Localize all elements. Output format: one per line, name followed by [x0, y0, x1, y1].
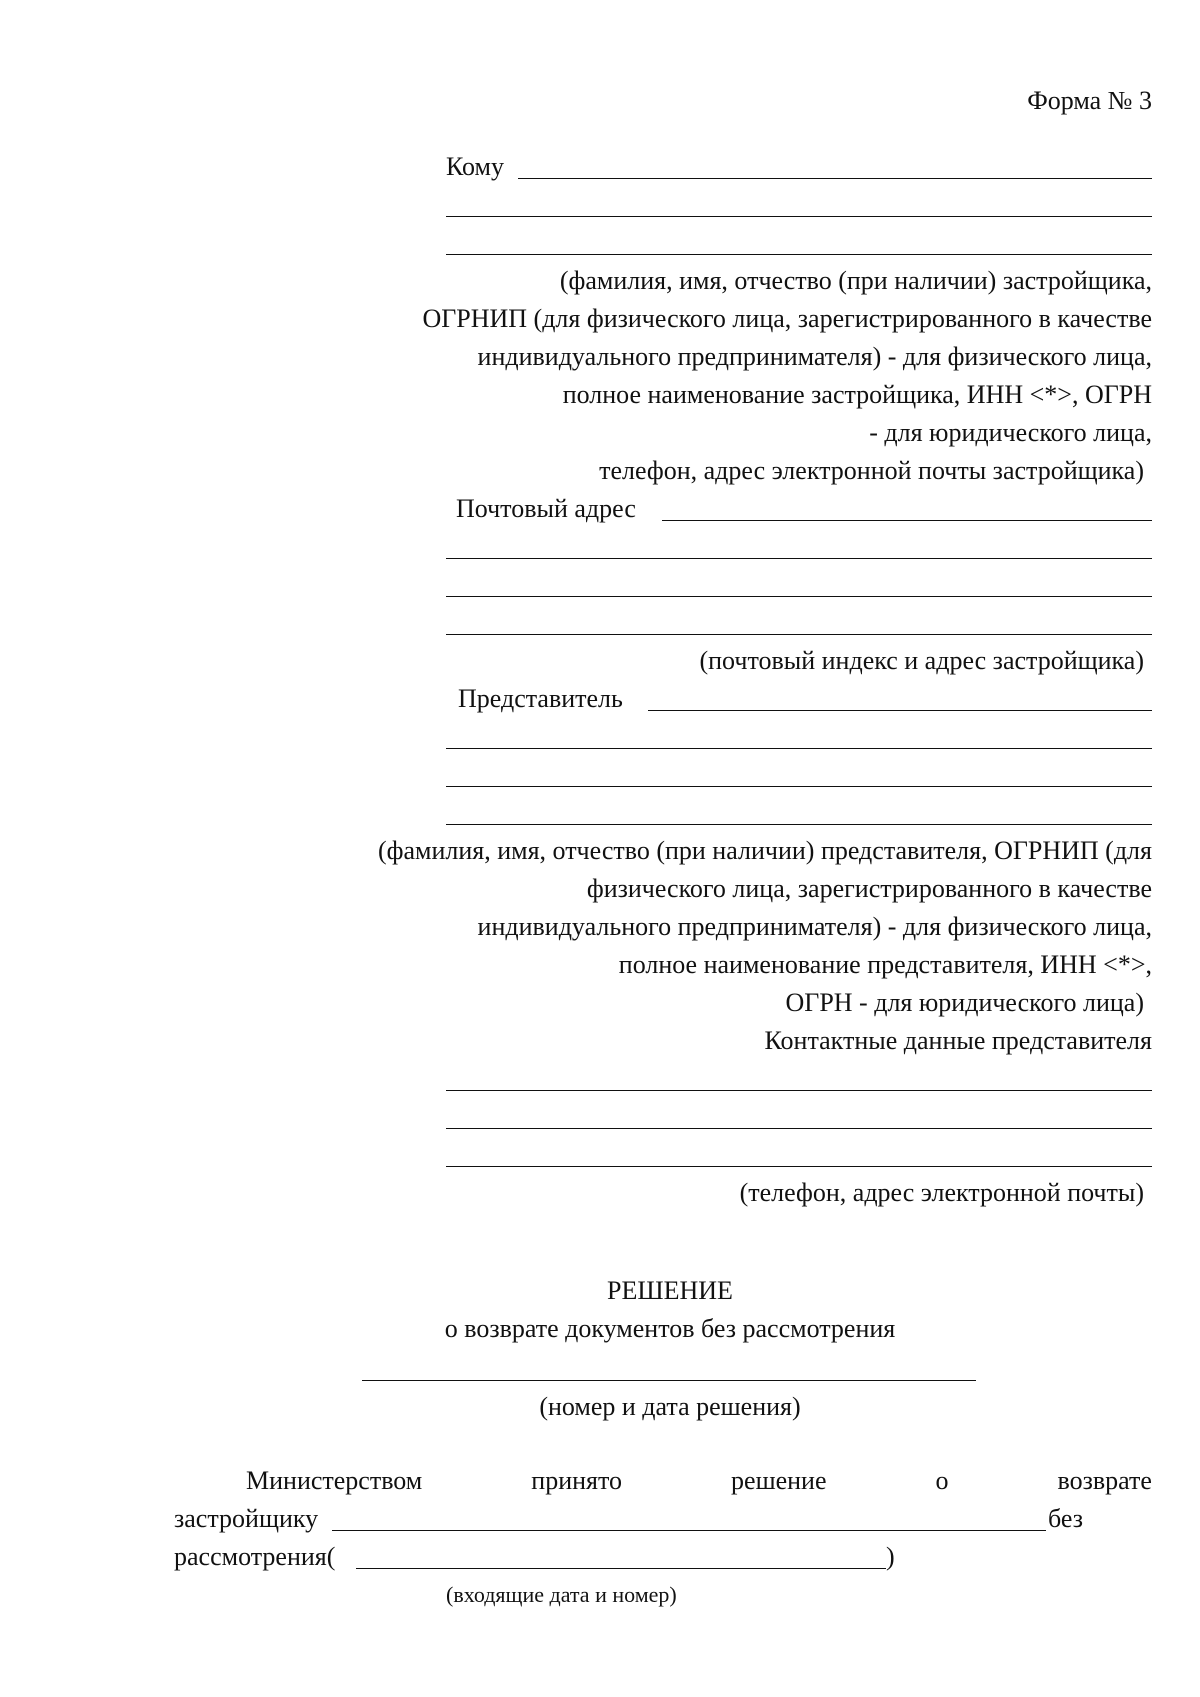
postal-address-field-line-3[interactable]	[446, 596, 1152, 597]
body-word: возврате	[1057, 1466, 1152, 1495]
form-number: Форма № 3	[1027, 86, 1152, 115]
body-review-label: рассмотрения(	[174, 1542, 336, 1571]
representative-caption-line: индивидуального предпринимателя) - для физического лица,	[477, 912, 1152, 941]
recipient-field-line-3[interactable]	[446, 254, 1152, 255]
representative-field-line-4[interactable]	[446, 824, 1152, 825]
decision-number-caption: (номер и дата решения)	[539, 1392, 801, 1421]
representative-contacts-label: Контактные данные представителя	[764, 1026, 1152, 1055]
recipient-field-line-2[interactable]	[446, 216, 1152, 217]
representative-caption-line: (фамилия, имя, отчество (при наличии) представителя, ОГРНИП (для	[377, 836, 1152, 865]
body-close-paren: )	[886, 1542, 895, 1571]
contacts-field-line-2[interactable]	[446, 1128, 1152, 1129]
recipient-field-line-1[interactable]	[518, 178, 1152, 179]
body-without-label: без	[1048, 1504, 1084, 1533]
postal-address-caption: (почтовый индекс и адрес застройщика)	[699, 646, 1144, 675]
representative-caption-line: ОГРН - для юридического лица)	[785, 988, 1144, 1017]
recipient-caption-line: индивидуального предпринимателя) - для физического лица,	[477, 342, 1152, 371]
decision-number-field-line[interactable]	[362, 1380, 976, 1381]
representative-caption-line: полное наименование представителя, ИНН <*>,	[618, 950, 1152, 979]
recipient-caption-line: (фамилия, имя, отчество (при наличии) застройщика,	[559, 266, 1152, 295]
body-word: Министерством	[246, 1466, 423, 1495]
postal-address-field-line-4[interactable]	[446, 634, 1152, 635]
postal-address-field-line-1[interactable]	[662, 520, 1152, 521]
recipient-caption-line: - для юридического лица,	[869, 418, 1152, 447]
representative-label: Представитель	[458, 684, 623, 713]
recipient-label: Кому	[446, 152, 505, 181]
recipient-caption-line: ОГРНИП (для физического лица, зарегистрированного в качестве	[422, 304, 1152, 333]
decision-title: РЕШЕНИЕ	[607, 1276, 733, 1305]
recipient-caption-line: телефон, адрес электронной почты застройщика)	[599, 456, 1144, 485]
postal-address-field-line-2[interactable]	[446, 558, 1152, 559]
contacts-caption: (телефон, адрес электронной почты)	[739, 1178, 1144, 1207]
postal-address-label: Почтовый адрес	[456, 494, 636, 523]
representative-field-line-3[interactable]	[446, 786, 1152, 787]
contacts-field-line-3[interactable]	[446, 1166, 1152, 1167]
representative-field-line-2[interactable]	[446, 748, 1152, 749]
recipient-caption-line: полное наименование застройщика, ИНН <*>, ОГРН	[562, 380, 1152, 409]
body-word: принято	[531, 1466, 623, 1495]
incoming-date-number-field-line[interactable]	[356, 1568, 886, 1569]
decision-subtitle: о возврате документов без рассмотрения	[444, 1314, 896, 1343]
body-word: решение	[731, 1466, 827, 1495]
contacts-field-line-1[interactable]	[446, 1090, 1152, 1091]
body-developer-label: застройщику	[174, 1504, 319, 1533]
representative-field-line-1[interactable]	[648, 710, 1152, 711]
representative-caption-line: физического лица, зарегистрированного в качестве	[586, 874, 1152, 903]
developer-name-field-line[interactable]	[332, 1530, 1046, 1531]
incoming-caption: (входящие дата и номер)	[446, 1582, 677, 1607]
decision-body-line-1	[246, 1466, 1152, 1496]
body-word: о	[935, 1466, 949, 1495]
